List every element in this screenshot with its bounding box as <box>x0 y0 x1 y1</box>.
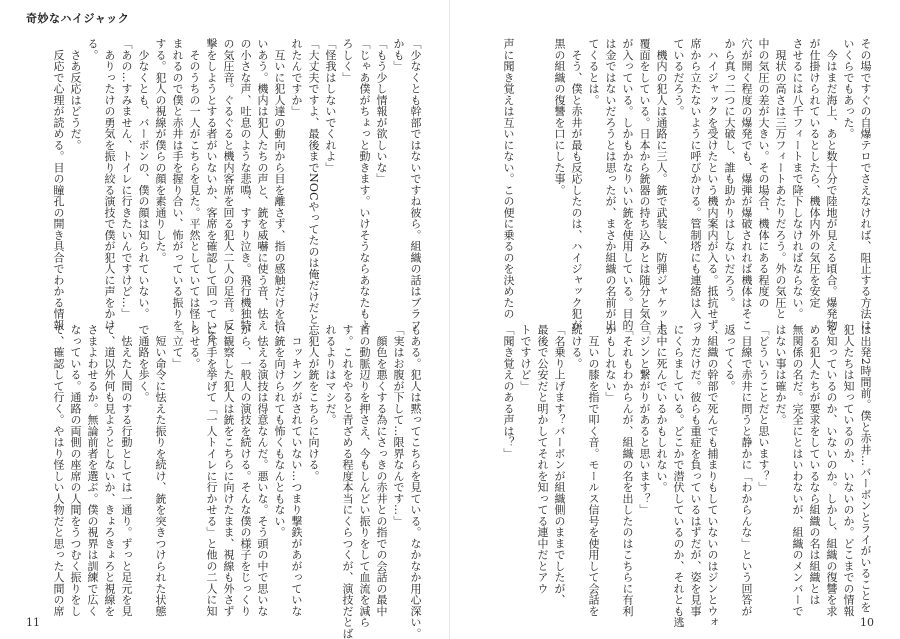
text-line: ありったけの勇気を振り絞る演技で僕が犯人に声をかけ <box>103 38 116 331</box>
text-line: が仕掛けられているとしたら、機体内外の気圧を安定 <box>808 38 821 308</box>
text-line: 「少なくとも幹部ではないですね彼ら。組織の話はブラフ <box>409 38 422 331</box>
text-line: て、道以外何も見ようとしないか、きょろきょろと視線を <box>103 324 116 617</box>
text-block-right-top <box>500 38 874 342</box>
text-line: 撃をしようとする者がいないか、客席を確認して回っている。 <box>205 38 218 353</box>
text-line: る。 <box>86 38 99 61</box>
text-line: もある。犯人は黙ってこちらを見ている。なかなか用心深い。 <box>409 324 422 639</box>
text-line: 機内の犯人は通路に三人。銃で武装し、防弾ジャケット、 <box>655 38 668 342</box>
text-line: 「怪我はしないでくれよ」 <box>324 38 337 173</box>
text-line <box>534 38 551 306</box>
text-line: 席から立たないように呼びかける。管制塔にも連絡は入っ <box>689 38 702 331</box>
text-line: い銃を向けられても怖くもなんともない。 <box>273 324 286 538</box>
text-line: 黒の組織の復讐を口にした事。 <box>553 38 566 196</box>
text-line: なっている。通路の両側の座席の人間をうつむく振りをし <box>69 324 82 617</box>
text-line: 「大丈夫ですよ、最後までNOCやってたのは俺だけだと忘 <box>307 38 320 336</box>
text-line: 覆面をしている。日本から銃器の持ち込みとは随分と気合 <box>638 38 651 331</box>
text-line: ろしく」 <box>341 38 354 83</box>
text-line: がら、一般人の演技を続ける。そんな僕の様子をじっくり <box>239 324 252 617</box>
text-line: 「名乗り上げます？バーボンが組織側のままでしたが、 <box>553 324 566 606</box>
text-line: ているだろう。 <box>672 38 685 117</box>
text-line: 首の動脈辺りを押さえ、今もしんどい振りをして血流を減ら <box>358 324 371 628</box>
text-line: は出発2時間前。僕と赤井…バーボンとライがいることを <box>859 324 872 613</box>
text-line: から真っ二つに大破し、誰も助かりはしないだろう。 <box>723 38 736 308</box>
text-line: 走中に死んでいるかもしれない。 <box>655 324 668 493</box>
text-line: 「どういうことだと思います？」 <box>757 324 770 493</box>
text-line: その場ですぐの自爆テロでさえなければ、阻止する方法は <box>859 38 872 331</box>
text-line: を知っているのか、いないのか。しかし、組織の復讐を求 <box>825 324 838 617</box>
page-number-right: 10 <box>860 616 874 629</box>
text-line: れるよりはマシだ。 <box>324 324 337 426</box>
text-line: 目線で赤井に問うと静かに「わからんな」という回答が <box>740 324 753 617</box>
text-line: さまよわせるか。無論前者を選ぶ。僕の視界は訓練で広く <box>86 324 99 617</box>
text-line: いくらでもあった。 <box>842 38 855 140</box>
text-line: 「あの…すみません、トイレに行きたいんですけど…」 <box>120 38 133 320</box>
text-line: 反応で心理が読める。目の瞳孔の開き具合でわかる情報 <box>52 38 65 331</box>
text-line: はない事は確かだ。 <box>774 324 787 426</box>
text-line: は金ではないだろうとは思ったが、まさか組織の名前が出 <box>604 38 617 331</box>
text-line: 怯える演技は得意なんだ。悪いな。そう頭の中で思いな <box>256 324 269 617</box>
text-line: 今はまだ海上、あと数十分で陸地が見える頃合。爆発物 <box>825 38 838 331</box>
text-line: 無関係の名だ。完全にとはいわないが、組織のメンバーで <box>791 324 804 617</box>
text-line: 互いの膝を指で叩く音。モールス信号を使用して会話を <box>587 324 600 617</box>
text-line: 短い命令に怯えた振りを続け、銃を突きつけられた状態 <box>154 324 167 617</box>
text-line: 「実はお腹が下して…限界なんです…」 <box>392 324 405 527</box>
text-line: 「聞き覚えのある声は？」 <box>502 324 515 459</box>
text-line: 現状の高さは三万フィートあたりだろう。外の気圧と <box>774 38 787 320</box>
text-line: 続ける。 <box>570 324 583 369</box>
text-line: 顔色を悪くする為にさっきの赤井との指での会話の最中 <box>375 324 388 617</box>
text-line: と観察した犯人は銃をこちらに向けたまま、視線も外さず <box>222 324 235 617</box>
text-line: 互いに犯人達の動向から目を離さず、指の感触だけを拾 <box>273 38 286 331</box>
text-line: 中の気圧の差が大きい。その場合、機体にある程度の <box>757 38 770 308</box>
text-line: が入っている。しかもかなりいい銃を使用している。目的 <box>621 38 634 331</box>
text-line: 「ジンと繋がりがあると思います？」 <box>638 324 651 516</box>
text-line: 犯人たちは知っているのか、いないのか。どこまでの情報 <box>842 324 855 617</box>
text-line: で通路を歩く。 <box>137 324 150 403</box>
text-line: の気圧音。ぐるぐると機内客席を回る犯人二人の足音。反 <box>222 38 235 331</box>
text-line: 「立て」 <box>171 324 184 369</box>
text-line: まれるので僕と赤井は手を握り合い、怖がっている振りを <box>171 38 184 331</box>
text-block-left-bottom <box>50 324 424 639</box>
text-line: に片手を挙げて「一人トイレに行かせる」と他の二人に知 <box>205 324 218 617</box>
text-line: 声に聞き覚えは互いにない。この便に乗るのを決めたの <box>502 38 515 320</box>
text-line: いあう。機内は犯人たちの声と、銃を威嚇に使う音、怯え <box>256 38 269 331</box>
text-line: す。これをやると青ざめる程度本当にくらつくが、演技だとば <box>341 324 354 639</box>
text-line: 「それもわからんが、組織の名を出したのはこちらに有利 <box>621 324 634 617</box>
text-line: 穴が開く程度の爆発でも、爆弾が爆破されれば機体はそこ <box>740 38 753 331</box>
text-line: 組織の幹部で死んでも捕まりもしていないのはジンとウォ <box>706 324 719 628</box>
page-right <box>450 0 900 639</box>
text-line: 少なくとも、バーボンの、僕の顔は知られていない。 <box>137 38 150 320</box>
text-line: 怯えた人間のする行動としては一通り。ずっと足元を見 <box>120 324 133 617</box>
text-line: 「じゃあ僕がちょっと動きます。いけそうならあなたもよ <box>358 38 371 331</box>
running-title: 奇妙なハイジャック <box>26 12 130 25</box>
text-line: て、確認して行く。やはり怪しい人物だと思った人間の席 <box>52 324 65 617</box>
text-line: さあ反応はどうだ。 <box>69 38 82 151</box>
text-line: そのうちの一人がこちらを見た。平然としていては怪し <box>188 38 201 331</box>
text-line: 犯人が銃をこちらに向ける。 <box>307 324 320 482</box>
text-line: らせる。 <box>188 324 201 369</box>
text-line: する。犯人の視線が僕らの顔を素通りした。 <box>154 38 167 263</box>
text-line: れたんですか」 <box>290 38 303 117</box>
text-line: 「もう少し情報が欲しいな」 <box>375 38 388 185</box>
text-line: かも」 <box>392 38 405 72</box>
text-line: 最後で公安だと明かしてそれを知ってる連中だとアウ <box>536 324 549 594</box>
text-line: ッカだけだ。彼らも重症を負っているはずだが、姿を見事 <box>689 324 702 617</box>
text-line: める犯人たちが要求をしているなら組織の名は組織とは <box>808 324 821 606</box>
text-line: コッキングがされていない…つまり撃鉄があがっていな <box>290 324 303 617</box>
text-line <box>517 38 534 306</box>
text-line: ハイジャックを受けたという機内案内が入る。抵抗せず、 <box>706 38 719 342</box>
text-line: そう、僕と赤井が最も反応したのは、ハイジャック犯が <box>570 38 583 331</box>
text-line: 返ってくる。 <box>723 324 736 392</box>
page-number-left: 11 <box>26 616 40 629</box>
text-line: トですけど」 <box>519 324 532 392</box>
text-line: にくらましている。どこかで潜伏しているのか、それとも逃 <box>672 324 685 628</box>
text-line: てくるとは。 <box>587 38 600 106</box>
text-line: させるには八千フィートまで降下しなければならない。 <box>791 38 804 320</box>
text-line: の小さな声、吐息のような悲鳴、すすり泣き。飛行機独特 <box>239 38 252 331</box>
text-line: かもしれない」 <box>604 324 617 403</box>
